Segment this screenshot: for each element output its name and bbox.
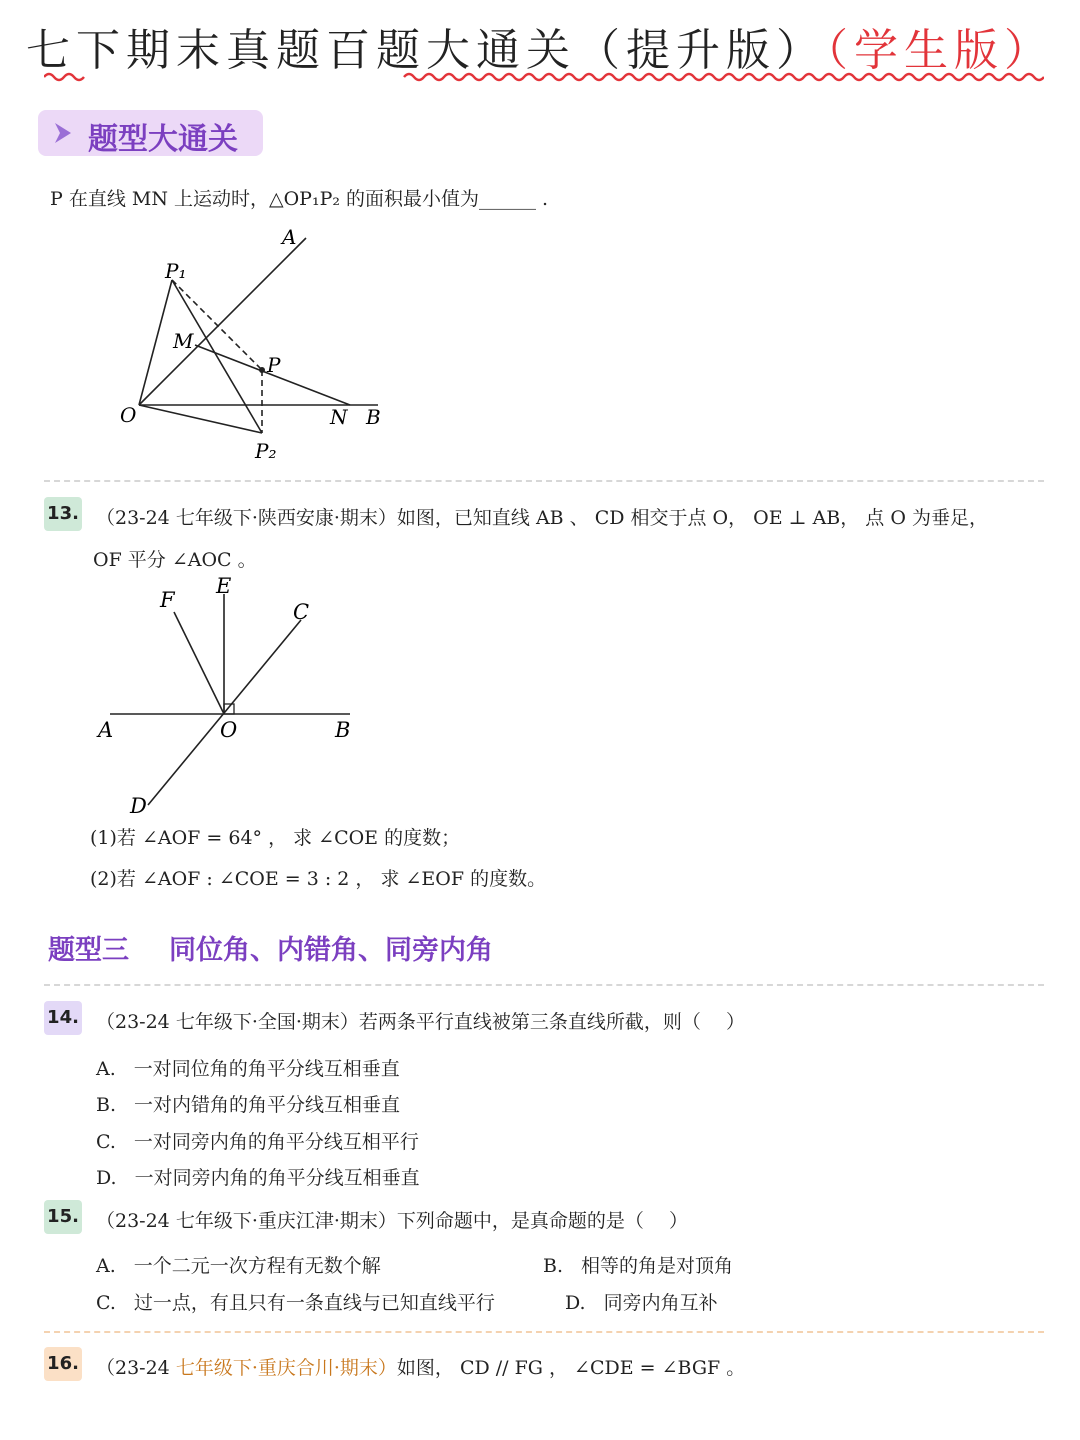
play-arrow-icon: [52, 120, 74, 146]
title-main: 七下期末真题百题大通关（提升版）: [26, 25, 826, 76]
q16-text: 如图， CD // FG ， ∠CDE = ∠BGF 。: [396, 1357, 746, 1379]
fig2-label-e: E: [216, 574, 232, 598]
q13-source: （23-24 七年级下·陕西安康·期末）: [96, 507, 397, 529]
q13-subquestion-2: (2)若 ∠AOF : ∠COE = 3 : 2 ， 求 ∠EOF 的度数。: [90, 868, 547, 890]
section-topic: 同位角、内错角、同旁内角: [169, 935, 493, 966]
fig1-label-p: P: [267, 353, 281, 377]
q13-stem: [96, 503, 988, 530]
option-text: 一个二元一次方程有无数个解: [133, 1255, 381, 1277]
q13-subquestion-1: (1)若 ∠AOF = 64° ， 求 ∠COE 的度数；: [90, 827, 461, 849]
question-number-badge: 14.: [44, 1001, 82, 1035]
section-banner-label: 题型大通关: [88, 122, 238, 157]
q14-text: 若两条平行直线被第三条直线所截，则（ ）: [358, 1011, 745, 1033]
question-number-badge: 15.: [44, 1200, 82, 1234]
fig1-label-b: B: [366, 405, 381, 429]
q14-option-a: [96, 1054, 400, 1081]
fig1-label-o: O: [120, 403, 137, 427]
q16-stem: [96, 1353, 745, 1380]
title-underline: [44, 66, 1044, 88]
option-text: 一对同位角的角平分线互相垂直: [133, 1058, 400, 1080]
option-key: D.: [96, 1167, 117, 1189]
fig2-label-a: A: [98, 718, 114, 742]
q15-text: 下列命题中，是真命题的是（ ）: [396, 1210, 688, 1232]
q14-option-d: [96, 1163, 420, 1190]
fig1-label-a: A: [282, 225, 297, 249]
fig1-label-m: M: [173, 329, 194, 353]
option-key: B.: [543, 1255, 564, 1277]
figure-triangle-diagram: [110, 220, 400, 470]
q14-option-c: [96, 1127, 419, 1154]
section-heading: [48, 928, 493, 967]
option-key: C.: [96, 1292, 116, 1314]
question-number-badge: 16.: [44, 1347, 82, 1381]
option-text: 一对同旁内角的角平分线互相垂直: [134, 1167, 420, 1189]
option-text: 相等的角是对顶角: [581, 1255, 734, 1277]
option-text: 同旁内角互补: [603, 1292, 718, 1314]
divider: [44, 984, 1044, 986]
q16-source: 七年级下·重庆合川·期末）: [175, 1357, 397, 1379]
q15-option-a: [96, 1251, 381, 1278]
divider: [44, 1331, 1044, 1333]
fig1-label-p1: P₁: [165, 259, 187, 283]
divider: [44, 480, 1044, 482]
option-text: 一对同旁内角的角平分线互相平行: [133, 1131, 419, 1153]
q15-stem: [96, 1206, 688, 1233]
fig2-label-f: F: [160, 588, 175, 612]
q14-option-b: [96, 1090, 400, 1117]
q12-question-line: P 在直线 MN 上运动时，△OP₁P₂ 的面积最小值为______ .: [50, 188, 549, 210]
q15-option-d: [565, 1288, 718, 1315]
fig2-label-b: B: [335, 718, 351, 742]
option-key: C.: [96, 1131, 116, 1153]
q14-stem: [96, 1007, 745, 1034]
q15-source: （23-24 七年级下·重庆江津·期末）: [96, 1210, 397, 1232]
option-key: D.: [565, 1292, 586, 1314]
q15-option-b: [543, 1251, 733, 1278]
option-key: B.: [96, 1094, 117, 1116]
q14-source: （23-24 七年级下·全国·期末）: [96, 1011, 359, 1033]
q13-stem-line2: OF 平分 ∠AOC 。: [93, 549, 257, 571]
fig1-label-n: N: [330, 405, 348, 429]
option-key: A.: [96, 1058, 116, 1080]
q16-source-open: （23-24: [96, 1357, 176, 1379]
question-number-badge: 13.: [44, 497, 82, 531]
q15-option-c: [96, 1288, 495, 1315]
option-key: A.: [96, 1255, 116, 1277]
option-text: 一对内错角的角平分线互相垂直: [134, 1094, 401, 1116]
fig2-label-d: D: [130, 794, 147, 818]
section-number: 题型三: [48, 935, 129, 966]
figure-intersecting-lines: [90, 572, 380, 822]
q13-text: 如图，已知直线 AB 、 CD 相交于点 O， OE ⊥ AB， 点 O 为垂足，: [396, 507, 988, 529]
fig1-label-p2: P₂: [255, 439, 277, 463]
title-version: （学生版）: [826, 25, 1054, 76]
fig2-label-o: O: [220, 718, 238, 742]
fig2-label-c: C: [293, 600, 310, 624]
option-text: 过一点，有且只有一条直线与已知直线平行: [133, 1292, 495, 1314]
